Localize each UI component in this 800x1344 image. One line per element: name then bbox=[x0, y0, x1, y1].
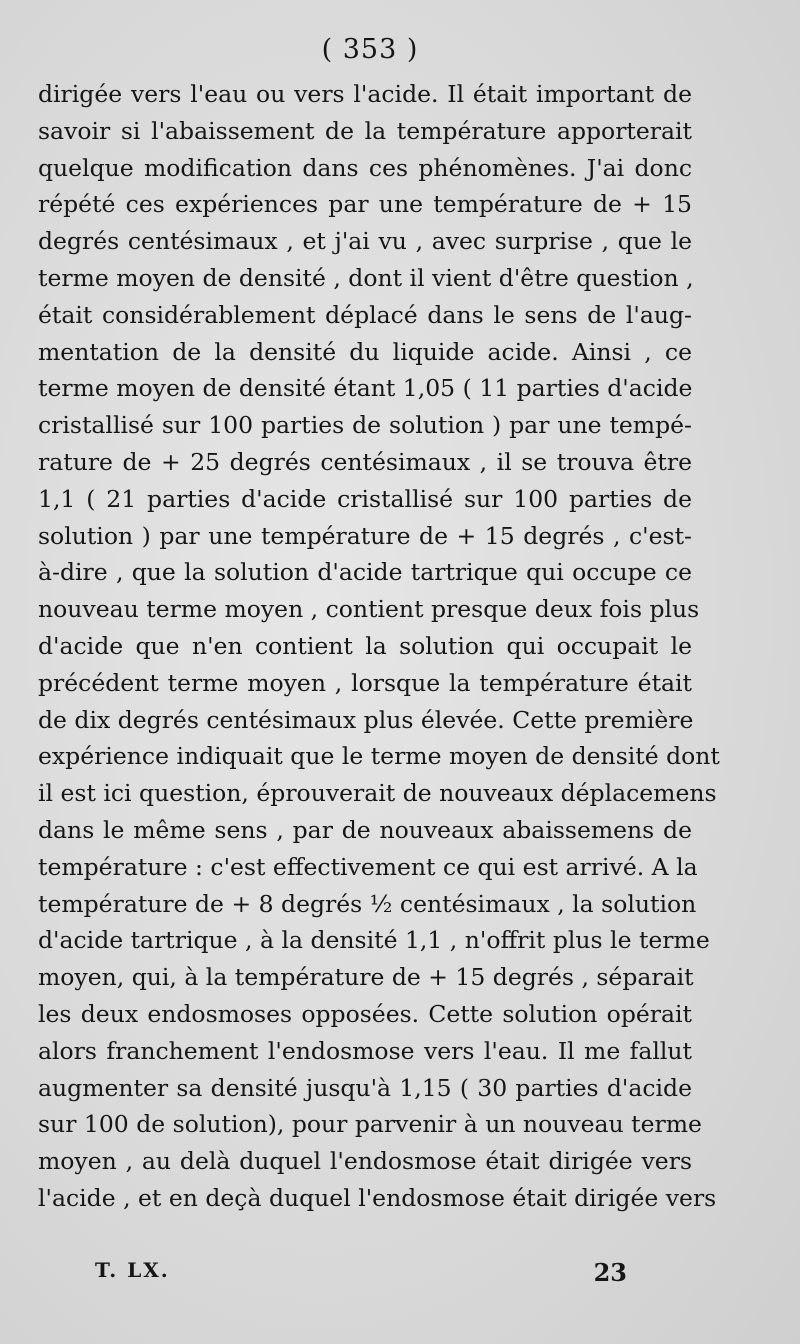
text-line: de dix degrés centésimaux plus élevée. Cette première bbox=[38, 705, 694, 734]
text-line: dans le même sens , par de nouveaux abaissemens de bbox=[38, 815, 692, 844]
text-line: nouveau terme moyen , contient presque deux fois plus bbox=[38, 595, 700, 624]
text-line: augmenter sa densité jusqu'à 1,15 ( 30 parties d'acide bbox=[38, 1073, 692, 1102]
text-line: solution ) par une température de + 15 degrés , c'est- bbox=[38, 521, 692, 550]
text-line: quelque modification dans ces phénomènes. J'ai donc bbox=[38, 153, 692, 182]
text-line: terme moyen de densité , dont il vient d'être question , bbox=[38, 263, 694, 292]
text-line: mentation de la densité du liquide acide. Ainsi , ce bbox=[38, 337, 692, 366]
text-line: cristallisé sur 100 parties de solution ) par une tempé- bbox=[38, 411, 692, 440]
gathering-number: 23 bbox=[593, 1258, 627, 1287]
volume-signature: T. LX. bbox=[95, 1258, 170, 1282]
text-line: l'acide , et en deçà duquel l'endosmose était dirigée vers bbox=[38, 1183, 717, 1212]
text-line: moyen, qui, à la température de + 15 degrés , séparait bbox=[38, 963, 694, 992]
text-line: était considérablement déplacé dans le sens de l'aug- bbox=[38, 300, 692, 329]
text-line: il est ici question, éprouverait de nouveaux déplacemens bbox=[38, 779, 717, 808]
page-footer bbox=[95, 1258, 627, 1287]
body-text bbox=[38, 76, 720, 1217]
text-line: degrés centésimaux , et j'ai vu , avec surprise , que le bbox=[38, 227, 692, 256]
text-line: savoir si l'abaissement de la température apporterait bbox=[38, 116, 692, 145]
text-line: sur 100 de solution), pour parvenir à un nouveau terme bbox=[38, 1110, 702, 1139]
text-line: 1,1 ( 21 parties d'acide cristallisé sur 100 parties de bbox=[38, 484, 692, 513]
text-line: répété ces expériences par une température de + 15 bbox=[38, 190, 692, 219]
text-line: terme moyen de densité étant 1,05 ( 11 parties d'acide bbox=[38, 374, 693, 403]
text-line: température : c'est effectivement ce qui est arrivé. A la bbox=[38, 852, 698, 881]
page-number: ( 353 ) bbox=[321, 34, 419, 65]
text-line: température de + 8 degrés ½ centésimaux , la solution bbox=[38, 889, 697, 918]
text-line: d'acide tartrique , à la densité 1,1 , n'offrit plus le terme bbox=[38, 926, 710, 955]
text-line: d'acide que n'en contient la solution qui occupait le bbox=[38, 631, 692, 660]
text-line: précédent terme moyen , lorsque la température était bbox=[38, 668, 692, 697]
text-line: rature de + 25 degrés centésimaux , il se trouva être bbox=[38, 447, 692, 476]
text-line: dirigée vers l'eau ou vers l'acide. Il était important de bbox=[38, 80, 692, 108]
text-line: les deux endosmoses opposées. Cette solution opérait bbox=[38, 999, 692, 1028]
text-line: moyen , au delà duquel l'endosmose était dirigée vers bbox=[38, 1147, 692, 1176]
text-line: expérience indiquait que le terme moyen de densité dont bbox=[38, 742, 720, 771]
text-line: à-dire , que la solution d'acide tartrique qui occupe ce bbox=[38, 558, 692, 587]
text-line: alors franchement l'endosmose vers l'eau. Il me fallut bbox=[38, 1036, 692, 1065]
